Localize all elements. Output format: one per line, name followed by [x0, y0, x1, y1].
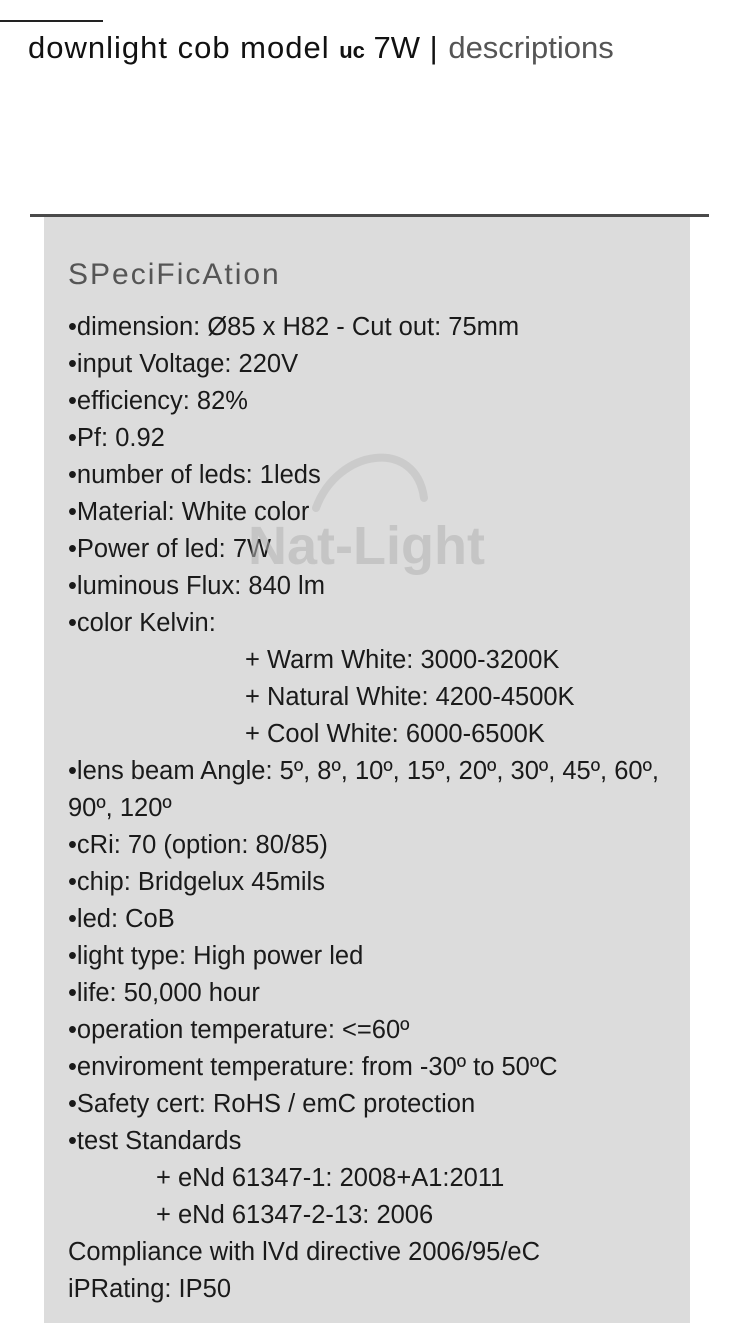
- title-descriptions: descriptions: [448, 30, 614, 65]
- spec-light-type: •light type: High power led: [68, 942, 364, 970]
- spec-life: •life: 50,000 hour: [68, 979, 260, 1007]
- spec-led-type: •led: CoB: [68, 905, 175, 933]
- spec-number-of-leds: •number of leds: 1leds: [68, 461, 321, 489]
- spec-color-kelvin: •color Kelvin:: [68, 609, 216, 637]
- title-model: uc: [339, 38, 365, 63]
- spec-dimension: •dimension: Ø85 x H82 - Cut out: 75mm: [68, 313, 520, 341]
- spec-operation-temperature: •operation temperature: <=60º: [68, 1016, 410, 1044]
- spec-ip-rating: iPRating: IP50: [68, 1275, 232, 1303]
- spec-standard-1: + eNd 61347-1: 2008+A1:2011: [156, 1164, 505, 1192]
- spec-safety-cert: •Safety cert: RoHS / emC protection: [68, 1090, 476, 1118]
- spec-power-of-led: •Power of led: 7W: [68, 535, 272, 563]
- spec-standard-2: + eNd 61347-2-13: 2006: [156, 1201, 434, 1229]
- spec-warm-white: + Warm White: 3000-3200K: [245, 646, 560, 674]
- spec-compliance: Compliance with lVd directive 2006/95/eC: [68, 1238, 540, 1266]
- top-rule: [0, 20, 103, 22]
- spec-cri: •cRi: 70 (option: 80/85): [68, 831, 328, 859]
- spec-cool-white: + Cool White: 6000-6500K: [245, 720, 545, 748]
- spec-test-standards: •test Standards: [68, 1127, 242, 1155]
- specification-heading: SPeciFicAtion: [68, 258, 281, 291]
- spec-luminous-flux: •luminous Flux: 840 lm: [68, 572, 325, 600]
- spec-beam-angle: •lens beam Angle: 5º, 8º, 10º, 15º, 20º, 30º, 45º, 60º, 90º, 120º: [68, 757, 659, 822]
- watermark-text: Nat-Light: [248, 516, 485, 576]
- title-power: 7W: [364, 30, 421, 65]
- spec-efficiency: •efficiency: 82%: [68, 387, 248, 415]
- specification-list: [68, 309, 678, 1308]
- spec-natural-white: + Natural White: 4200-4500K: [245, 683, 575, 711]
- title-main: downlight cob model: [28, 30, 340, 65]
- spec-chip: •chip: Bridgelux 45mils: [68, 868, 325, 896]
- spec-material: •Material: White color: [68, 498, 310, 526]
- title-separator: |: [420, 30, 449, 65]
- page-title: [28, 30, 614, 66]
- spec-input-voltage: •input Voltage: 220V: [68, 350, 299, 378]
- spec-power-factor: •Pf: 0.92: [68, 424, 165, 452]
- spec-environment-temperature: •enviroment temperature: from -30º to 50ºC: [68, 1053, 558, 1081]
